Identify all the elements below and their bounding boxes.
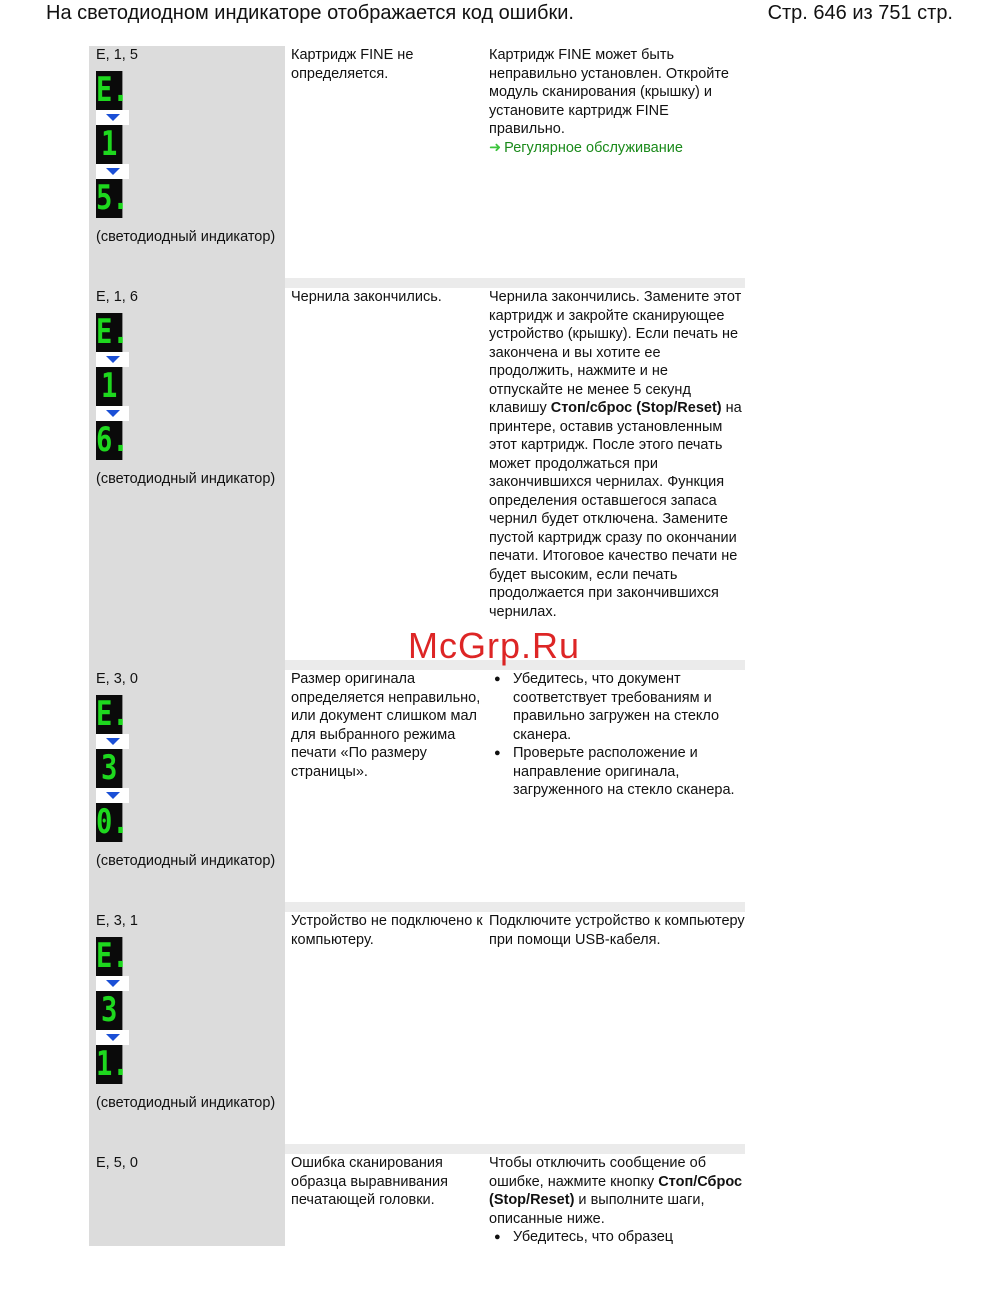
led-digit: 1.: [96, 1043, 129, 1084]
down-arrow-icon: [96, 164, 129, 179]
cause-cell: Ошибка сканирования образца выравнивания печатающей головки.: [291, 1155, 449, 1208]
down-arrow-icon: [96, 110, 129, 125]
list-item: ● Убедитесь, что образец: [511, 1228, 745, 1247]
table-row: [89, 288, 745, 660]
cause-cell: Картридж FINE не определяется.: [291, 47, 414, 82]
action-list: [489, 670, 745, 800]
action-text: Картридж FINE может быть неправильно установлен. Откройте модуль сканирования (крышку) и установите картридж FINE правильно.: [489, 47, 729, 137]
table-row: [89, 1154, 745, 1246]
down-arrow-icon: [96, 406, 129, 421]
led-caption: (светодиодный индикатор): [96, 852, 276, 869]
action-text: Чернила закончились. Замените этот картридж и закройте сканирующее устройство (крышку). Если печать не закончена и вы хотите ее продолжить, нажмите и не отпускайте не менее 5 секунд клавишу: [489, 289, 742, 416]
led-caption: (светодиодный индикатор): [96, 470, 276, 487]
code-cell: [89, 1154, 285, 1246]
down-arrow-icon: [96, 976, 129, 991]
led-digit: 1: [96, 367, 122, 406]
error-code: E, 1, 6: [96, 289, 138, 305]
stop-reset-key: Стоп/Сброс (Stop/Reset): [489, 1173, 743, 1208]
error-code: E, 3, 0: [96, 671, 138, 687]
led-digit: 3: [96, 749, 122, 788]
page-number: Стр. 646 из 751 стр.: [767, 2, 953, 24]
action-text: и выполните шаги, описанные ниже.: [489, 1192, 705, 1227]
watermark: McGrp.Ru: [408, 625, 581, 666]
code-cell: [89, 288, 285, 660]
table-row: [89, 912, 745, 1144]
led-digit: 5.: [96, 177, 129, 218]
code-cell: [89, 670, 285, 902]
error-code: E, 1, 5: [96, 47, 138, 63]
led-digit: 3: [96, 991, 122, 1030]
list-item: ● Проверьте расположение и направление оригинала, загруженного на стекло сканера.: [511, 744, 745, 800]
action-cell: [486, 670, 745, 902]
led-display: [96, 937, 129, 1084]
maintenance-link[interactable]: [489, 139, 745, 158]
link-label: Регулярное обслуживание: [504, 139, 683, 156]
action-text: Чтобы отключить сообщение об ошибке, нажмите кнопку: [489, 1155, 706, 1190]
led-caption: (светодиодный индикатор): [96, 1094, 276, 1111]
table-row: [89, 670, 745, 902]
led-display: [96, 71, 129, 218]
action-list: [489, 1228, 745, 1247]
action-cell: [486, 46, 745, 278]
led-display: [96, 695, 129, 842]
down-arrow-icon: [96, 352, 129, 367]
row-separator: [89, 278, 745, 288]
action-cell: [486, 288, 745, 660]
down-arrow-icon: [96, 788, 129, 803]
arrow-right-icon: ➜: [489, 139, 502, 156]
led-digit: 6.: [96, 419, 129, 460]
led-digit: E.: [96, 311, 129, 352]
led-digit: 0.: [96, 801, 129, 842]
led-caption: (светодиодный индикатор): [96, 228, 276, 245]
code-cell: [89, 46, 285, 278]
led-digit: E.: [96, 935, 129, 976]
action-cell: [486, 1154, 745, 1246]
list-item: ● Убедитесь, что документ соответствует требованиям и правильно загружен на стекло сканера.: [511, 670, 745, 744]
led-digit: 1: [96, 125, 122, 164]
led-digit: E.: [96, 693, 129, 734]
stop-reset-key: Стоп/сброс (Stop/Reset): [550, 400, 722, 416]
row-separator: [89, 902, 745, 912]
led-display: [96, 313, 129, 460]
row-separator: [89, 1144, 745, 1154]
page-title: На светодиодном индикаторе отображается код ошибки.: [46, 2, 574, 24]
cause-cell: Чернила закончились.: [291, 289, 442, 305]
page-header: [0, 0, 1000, 40]
action-cell: Подключите устройство к компьютеру при помощи USB-кабеля.: [489, 913, 745, 948]
down-arrow-icon: [96, 734, 129, 749]
action-text: на принтере, оставив установленным этот картридж. После этого печать может продолжаться при закончившихся чернилах. Функция определения оставшегося запаса чернил будет отключена. Замените пустой картридж сразу по окончании печати. Итоговое качество печати не будет высоким, если печать продолжается при закончившихся чернилах.: [489, 400, 742, 620]
led-digit: E.: [96, 69, 129, 110]
down-arrow-icon: [96, 1030, 129, 1045]
cause-cell: Размер оригинала определяется неправильно, или документ слишком мал для выбранного режима печати «По размеру страницы».: [291, 671, 481, 780]
error-code: E, 5, 0: [96, 1155, 138, 1171]
cause-cell: Устройство не подключено к компьютеру.: [291, 913, 483, 948]
table-row: [89, 46, 745, 278]
code-cell: [89, 912, 285, 1144]
error-code: E, 3, 1: [96, 913, 138, 929]
